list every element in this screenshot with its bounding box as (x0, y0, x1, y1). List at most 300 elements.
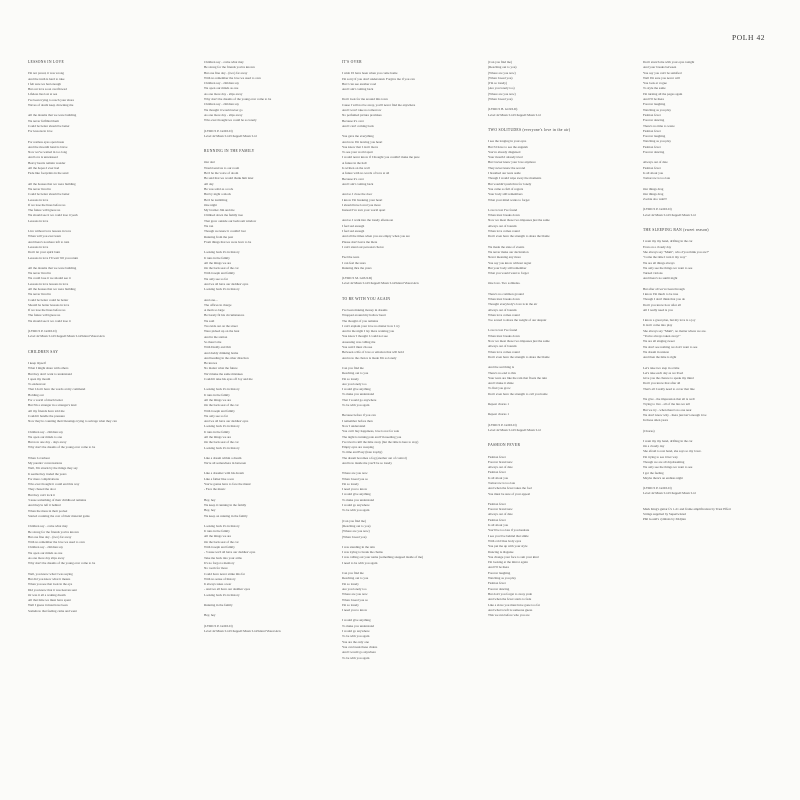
lyric-line: My brother Jim and me (204, 208, 235, 213)
lyric-line: Could have never strike this far (204, 571, 245, 576)
lyric-line: You came so full of regrets (488, 186, 524, 191)
lyric-line: But your body still remember (488, 265, 527, 270)
song-block (488, 443, 628, 618)
lyric-line: She afraid to rest hand, she says so my lover. (643, 449, 702, 454)
stanza (204, 498, 344, 519)
lyric-line: Lessons in love (28, 197, 49, 202)
lyric-line: Though we are all daydreaming (643, 460, 685, 464)
lyric-line: We open our minds to one (28, 434, 63, 439)
stanza (342, 134, 482, 187)
lyric-line: It runs in the family (204, 529, 230, 534)
stanza (28, 182, 168, 224)
lyric-line: Love is lost I've found (488, 207, 518, 212)
lyric-line: Running thru the years (342, 265, 372, 270)
stanza (342, 97, 482, 129)
lyric-line: We only see the things we want to see (643, 265, 693, 270)
lyric-line: With no remember the love we used to own (204, 75, 261, 80)
lyric-line: The night is turning pale and I'm needing you (342, 434, 402, 439)
lyric-line: Children say - come what may (28, 524, 68, 529)
lyric-line: Where are you now (342, 471, 368, 476)
lyric-line: Trying to live - all of the lies we tell (643, 402, 690, 407)
lyric-line: Your tears are like the rain that floats the ruin (488, 375, 547, 380)
stanza (342, 366, 482, 408)
lyric-line: But I never knew your love anymore (488, 160, 536, 165)
lyric-line: Watching as you play (643, 139, 671, 144)
lyric-line: On the back seat of the car (204, 539, 239, 544)
lyric-line: Always out of bounds (488, 223, 517, 228)
lyric-line: Waves of doubt keep drowning me (28, 103, 74, 108)
lyric-line: A future with no words of love at all (342, 171, 390, 176)
lyric-line: We should see it we could lose it yeah (28, 213, 78, 218)
song-block (28, 350, 168, 614)
stanza (204, 603, 344, 608)
lyric-line: With no sense of history (204, 576, 236, 581)
lyric-line: With Daddy and Jim (204, 345, 231, 350)
lyric-line: You know that I don't move (342, 144, 379, 149)
song-title: CHILDREN SAY (28, 349, 59, 354)
lyric-line: So there's me (204, 339, 222, 344)
lyric-line: Lessons in love lessons in love (28, 281, 69, 286)
lyric-line: But I can see another road (342, 81, 377, 86)
lyric-line: To make you understand (342, 497, 374, 502)
lyric-line: To be with you again (342, 634, 370, 639)
credit-line: (LYRICS P. GOULD) (488, 422, 517, 427)
lyric-line: Empty eyes are weeping (342, 445, 374, 450)
lyric-line: Forever laughing (643, 102, 666, 107)
lyric-line: And heading in the other direction (204, 355, 249, 360)
lyric-line: "You're always taken away!" (643, 334, 681, 339)
lyric-line: We only see so far (204, 413, 228, 418)
lyric-line: You've already disguised (488, 149, 521, 154)
lyric-line: But I'd have to see the anguish (488, 144, 528, 149)
lyric-line: To see your world apart (342, 150, 373, 155)
lyric-line: You're gonna have to face the music (204, 482, 252, 487)
song-credit (28, 329, 168, 340)
stanza (643, 60, 783, 155)
lyric-line: And then the time is right (643, 355, 677, 360)
lyric-line: Always out of date (643, 160, 668, 165)
lyric-line: There's no end to this (488, 370, 516, 375)
lyric-line: I want my my hand, drifting in the car (643, 438, 693, 443)
lyric-line: There's no time to waste (643, 123, 675, 128)
lyric-line: On the back seat of the car (204, 266, 239, 271)
credit-line: Level 42 Music Ltd/Chappell Music Ltd/Island Visual Arts (28, 334, 105, 339)
lyric-line: And love is unreleased (28, 155, 58, 160)
stanza (204, 456, 344, 467)
lyric-line: He'd be trembling (204, 197, 228, 202)
stanza (28, 524, 168, 566)
lyric-line: You put me up with your style (488, 544, 528, 549)
lyric-line: You are the only one (342, 639, 369, 644)
lyric-line: Hey, hey (204, 613, 216, 618)
lyric-line: Forever dancing (643, 118, 665, 123)
lyric-line: You must be sure of your appeal (488, 491, 531, 496)
lyric-line: Lessons in love (28, 218, 49, 223)
lyric-line: Well, I'm struck by the things they say (28, 466, 78, 471)
lyric-line: I was trying to break the chains (342, 550, 383, 555)
stanza (643, 397, 783, 423)
song-title: LESSONS IN LOVE (28, 60, 65, 64)
lyric-line: On the back seat of the car (204, 403, 239, 408)
lyric-line: I've been trying to reach your shore (28, 97, 75, 102)
stanza (488, 245, 628, 277)
lyric-line: But they can't lock it (28, 492, 55, 497)
lyric-line: Holding out (28, 392, 44, 397)
lyric-line: What your mind wants to forget (488, 197, 530, 202)
lyric-line: Don't look for me around this town (342, 97, 388, 102)
lyric-line: Forever laughing (488, 570, 511, 575)
stanza (342, 618, 482, 660)
song-credit (342, 276, 482, 287)
lyric-line: And now I'm leaving you heart (342, 139, 383, 144)
lyric-line: Maybe there's an endless night (643, 475, 683, 480)
lyric-line: Too scared to share the weight of our despair (488, 318, 547, 323)
stanza (204, 524, 344, 598)
lyric-line: I'm so lonely (342, 376, 359, 381)
lyric-line: Fashion fever (488, 454, 506, 459)
stanza (488, 412, 628, 417)
lyric-line: With Joseph and family (204, 408, 235, 413)
lyric-line: You look at vogue (643, 81, 667, 86)
lyric-line: (Are you lonely too) (488, 86, 515, 91)
lyric-line: Always out of bounds (488, 307, 517, 312)
lyric-line: Is written on the wall (342, 166, 370, 171)
lyric-line: Dancing is disguise (488, 549, 514, 554)
lyric-line: Fashion fever (643, 165, 661, 170)
lyric-line: A mom so large (204, 308, 225, 313)
lyric-line: Always out of date (488, 465, 513, 470)
lyric-line: But our love soon overflowed (28, 87, 67, 92)
lyric-line: Lifeless lies lost at sea (28, 92, 58, 97)
lyric-line: I feel sad enough (342, 229, 365, 234)
stanza (342, 218, 482, 250)
lyric-line: Strings supplied by Supertwisted (643, 512, 686, 517)
lyric-line: Instead I've torn your world apart (342, 208, 386, 213)
lyric-line: Though I don't think that you do (643, 297, 686, 302)
lyric-line: I need you to know (342, 487, 368, 492)
lyric-line: Fashion fever (643, 144, 661, 149)
credit-line: Level 42 Music Ltd/Chappell Music Ltd (488, 427, 541, 432)
lyric-line: We keep it running in the family (204, 502, 247, 507)
lyric-line: Phil Gould's cymbals by Zildjian (643, 517, 686, 522)
stanza (488, 208, 628, 240)
lyric-line: I see you live behind that smile (488, 533, 529, 538)
lyric-line: (When I need you) (342, 534, 367, 539)
lyric-line: I was standing in the rain (342, 544, 375, 549)
lyric-line: (Where are you now) (342, 529, 370, 534)
credit-line: (LYRICS P. GOULD) (204, 623, 233, 628)
lyric-line: And I won't take no tomorrow (342, 108, 382, 113)
song-block (342, 60, 482, 287)
lyric-line: Forever brand new (488, 507, 513, 512)
lyric-line: Somehow that feeling came and went (28, 608, 77, 613)
lyric-line: We give - the impression that all is well (643, 397, 695, 402)
lyric-line: Where are you now (342, 592, 368, 597)
lyric-line: I would go anywhere (342, 503, 370, 508)
lyric-line: Looking back it's in history (204, 250, 240, 255)
lyric-line: That's all I really need to cover that line (643, 386, 695, 391)
lyric-line: He barely fit his circumstances (204, 313, 245, 318)
song-block (643, 228, 783, 497)
lyric-line: (Can you find me) (488, 60, 512, 64)
lyric-line: I'm turning all the pages again (643, 91, 683, 96)
lyric-line: And the sad thing is (488, 365, 514, 370)
lyric-line: The future will ignore us (28, 208, 61, 213)
lyric-line: And in the night I lay there wanting you (342, 329, 395, 334)
lyric-line: When trust breaks down (488, 213, 520, 218)
lyric-line: Don't let your spirit burn (28, 250, 61, 255)
lyric-line: But wouldn't push thru for lonely (488, 181, 532, 186)
lyric-line: Even on a cloudy day (643, 244, 672, 249)
lyric-line: Why don't the dreams of the young ever come to be (204, 97, 272, 102)
lyric-line: All the dreams that we were building (28, 113, 77, 118)
lyric-line: Forever dancing (643, 150, 665, 155)
song-credit (643, 207, 783, 218)
lyric-line: Lessons in love I'll wait 'till you return (28, 255, 79, 260)
lyric-line: We open our minds as one (204, 86, 239, 91)
song-block (204, 60, 344, 139)
song-block (204, 149, 344, 634)
lyric-line: And what is left is someone guess (488, 607, 533, 612)
lyric-line: And I make it shine (488, 381, 514, 386)
stanza (342, 545, 482, 566)
lyric-line: Looking back it's in history (204, 424, 240, 429)
lyric-line: To style the same (643, 86, 666, 91)
lyric-line: And the truth is hard to take (28, 76, 65, 81)
lyric-line: We open our minds as one (28, 550, 63, 555)
lyric-line: Fashion fever (643, 112, 661, 117)
lyric-line: We don't know why - there just isn't enough love (643, 412, 707, 417)
lyric-line: You'll be too late if you hesitate (488, 528, 530, 533)
credit-line: Level 42 Music Ltd/Chappell Music Ltd/Island Visual Arts (204, 628, 281, 633)
lyric-line: Forever dancing (488, 586, 510, 591)
lyric-line: I'm trying to see it her way (643, 454, 678, 459)
lyric-line: I wish I'd have been when you come home (342, 71, 398, 76)
lyric-line: And I ain't coming back (342, 181, 374, 186)
lyric-line: Be strong for the friends you've known (28, 529, 79, 534)
lyric-line: And I can't coming back (342, 123, 374, 128)
lyric-line: Two kids out on the street (204, 324, 238, 329)
credit-line: Level 42 Music Ltd/Chappell Music Ltd (488, 112, 541, 117)
stanza (28, 572, 168, 614)
lyric-line: We thought it would never go (204, 107, 243, 112)
lyric-line: We only see so far (204, 276, 228, 281)
song-credit (204, 129, 344, 140)
lyric-line: We only see the things we want to see (643, 465, 693, 470)
lyric-line: From things that we were born to be (204, 239, 252, 244)
lyric-line: All I really need is you (643, 307, 673, 312)
stanza (28, 456, 168, 520)
lyric-line: When the mess in their pocket (28, 508, 68, 513)
credit-line: Level 42 Music Ltd/Chappell Music Ltd/Island Visual Arts (342, 281, 419, 286)
lyric-line: To be with you again (342, 403, 370, 408)
lyric-line: Now they're counting their blessings trying to salvage what they can (28, 419, 117, 424)
stanza (342, 308, 482, 361)
song-block (643, 60, 783, 218)
lyric-line: All the things we are (204, 260, 232, 265)
lyric-line: Love is lost I've found (488, 328, 518, 333)
song-title: IT'S OVER (342, 60, 362, 64)
stanza (643, 187, 783, 203)
song-credit (488, 423, 628, 434)
lyric-line: We could lose it we should see it (28, 276, 71, 281)
lyric-line: And the moonlit hand is brave (28, 144, 68, 149)
lyric-line: Why don't the dreams of the young ever come to be (28, 445, 96, 450)
lyric-line: Don't you know how after all (643, 302, 682, 307)
lyric-line: We said (204, 318, 215, 323)
lyric-line: And how inside me you'll be so lonely (342, 461, 392, 465)
lyric-line: I would never know if I thought you couldn't make me pure (342, 155, 420, 160)
lyric-line: Assessing was calling me (342, 339, 376, 344)
stanza (488, 502, 628, 619)
lyric-line: And we all have our daddies' eyes (204, 419, 249, 424)
lyric-line: To time and Easy (hate trophy) (342, 450, 383, 455)
lyric-line: I'm so lonely (342, 581, 359, 586)
lyric-line: As one more day slips away (28, 556, 65, 561)
lyric-line: For a world of much better (28, 398, 63, 403)
lyric-line: What you would want to forget (488, 271, 529, 276)
lyric-line: Now I understand (342, 423, 366, 428)
lyric-line: 'Cause something of their childhood remains (28, 498, 87, 503)
lyric-line: Now we've waited in too long (28, 150, 67, 155)
stanza (488, 281, 628, 286)
stanza (488, 60, 628, 102)
lyric-line: When will you ever learn (28, 234, 62, 239)
lyric-line: Don't you know that after all (643, 381, 681, 386)
lyric-line: I'm sorry if you don't understand. Forgive me if you can (342, 76, 415, 81)
lyric-line: Looking back it's in history (204, 387, 240, 392)
lyric-line: You say you know without regret (488, 260, 532, 265)
stanza (342, 71, 482, 92)
stanza (643, 439, 783, 481)
credit-line: (LYRICS P. GOULD) (643, 486, 672, 491)
lyric-line: He knows (204, 361, 218, 366)
lyric-line: Forever brand new (488, 459, 513, 464)
lyric-line: Always out of bounds (488, 344, 517, 349)
lyric-line: Heavy hearts remain wonder (28, 160, 66, 165)
lyric-line: Though I would wipe away the moments (488, 176, 542, 181)
lyric-line: Between a life of love or emotion that will hold (342, 350, 404, 355)
credit-line: (LYRICS P. GOULD) (643, 207, 672, 212)
lyric-line: Like a father like a son (204, 476, 234, 481)
lyric-line: Looking back it's in history (204, 592, 240, 597)
stanza (28, 71, 168, 108)
lyric-line: Could be better could be better (28, 297, 69, 302)
stanza (342, 519, 482, 540)
lyric-line: But by night a shock (204, 192, 231, 197)
stanza (204, 60, 344, 124)
lyric-line: Give you the chance to speak my mind (643, 376, 694, 381)
lyric-line: But don't you forget to away yeah (488, 591, 533, 596)
lyric-line: We don't see nothing we don't want to see (643, 344, 698, 349)
catalog-code: POLH 42 (732, 33, 766, 42)
lyric-line: We keep on running in the family (204, 513, 248, 518)
lyric-line: It runs in the family (204, 429, 230, 434)
lyrics-column-4 (488, 60, 628, 628)
lyric-line: Children say - children say (28, 429, 64, 434)
lyric-line: Forever laughing (643, 134, 666, 139)
lyric-line: Don't even have the strength to share the blame (488, 234, 550, 239)
lyric-line: (Where are you now) (488, 70, 516, 75)
lyric-line: Climbed down the family tree (204, 213, 243, 218)
lyric-line: Though we knew it couldn't last (204, 229, 246, 234)
lyric-line: We never lived in (28, 186, 51, 191)
lyric-line: Your body still remembers (488, 192, 523, 197)
lyric-line: Feel the tears (342, 255, 360, 260)
lyric-line: All the hopes I ever had (28, 166, 60, 171)
lyric-line: - 'Cause we'd all have our daddies' eyes (204, 550, 256, 555)
lyric-line: Tomorrow is too late (488, 481, 516, 485)
lyric-line: We should see it we could lose it (28, 318, 71, 323)
lyric-line: I would go anywhere (342, 629, 370, 634)
lyric-line: Looking back it's in history (204, 445, 240, 450)
stanza (28, 430, 168, 451)
lyric-line: We dream in unison (643, 349, 670, 354)
lyric-line: Looking back it's in history (204, 287, 240, 292)
lyric-line: That I would go anywhere (342, 397, 377, 402)
lyric-line: Children say - children say (28, 545, 64, 550)
lyric-line: And one... (204, 297, 218, 302)
credit-line: (LYRICS P. GOULD) (204, 128, 233, 133)
lyric-line: When love comes round (488, 349, 520, 354)
lyric-line: A future in the hall (342, 160, 367, 165)
lyric-line: I see the longing in your eyes (488, 139, 527, 144)
lyric-line: I'm looking at the mirror again (488, 560, 528, 565)
lyric-line: I know a great plan, but my love is a joy (643, 318, 696, 323)
lyric-line: When I need you so (342, 476, 368, 481)
stanza (204, 160, 344, 245)
lyric-line: To be with you again (342, 508, 370, 513)
lyric-line: Don't stretch me with your eyes tonight (643, 60, 695, 64)
lyric-line: We'd make the same mistakes (204, 371, 243, 376)
lyric-line: Don't even have the strength to share the blame (488, 354, 550, 359)
lyric-line: When trust breaks down (488, 296, 520, 301)
lyric-line: That grew outside our bedroom window (204, 218, 257, 223)
lyric-line: He said that we would thank him later (204, 176, 254, 181)
lyric-line: All the things we are (204, 397, 232, 402)
lyric-line: I know I'm breaking your heart (342, 197, 383, 202)
song-block (342, 297, 482, 661)
lyric-line: - Face the music (204, 487, 226, 492)
lyric-line: Children say - children say (204, 102, 240, 107)
lyrics-column-1 (28, 60, 168, 624)
stanza (342, 255, 482, 271)
lyric-line: It don't come into play (643, 323, 673, 328)
lyric-line: You can break these chains (342, 644, 378, 649)
lyric-line: We made the state of events (488, 244, 525, 249)
lyric-line: (Can you find me) (342, 518, 366, 523)
lyric-line: Your mouth I already tried (488, 155, 523, 160)
lyric-line: Never meaning any more (488, 255, 521, 260)
lyric-line: Reaching out to you (342, 576, 369, 581)
lyric-line: Are you lonely too (342, 586, 367, 591)
lyric-line: Running in the family (204, 603, 233, 608)
lyric-line: I can't stand our personal choice (342, 244, 384, 249)
lyric-line: Would send us to our room (204, 165, 240, 170)
lyric-line: There's no common ground (488, 291, 524, 296)
lyric-line: (When I need you) (488, 75, 513, 80)
lyric-line: Take me back into your arms (204, 555, 242, 560)
lyric-line: She always say "Mum", no matter where we are. (643, 328, 707, 333)
song-block (28, 60, 168, 340)
lyric-line: And now the choice is made I'm so lonely (342, 355, 397, 360)
lyric-line: What I might share with others (28, 366, 69, 371)
lyric-line: Who ever thought it could end this way (28, 482, 80, 487)
lyric-line: Because it's over (342, 118, 364, 123)
stanza (28, 140, 168, 177)
lyric-line: (Reaching out to you) (488, 65, 517, 70)
song-title: TO BE WITH YOU AGAIN (342, 296, 391, 301)
